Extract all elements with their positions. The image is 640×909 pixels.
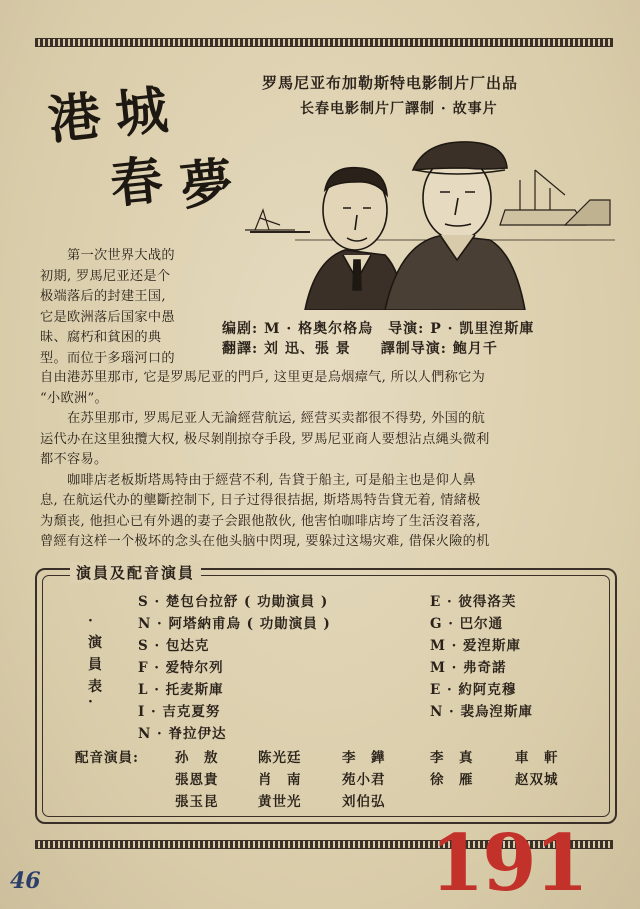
cast-member: N · 阿塔納甫烏 ( 功勛演員 ) [138, 616, 331, 632]
synopsis-line: 型。而位于多瑙河口的 [40, 350, 175, 366]
cast-member: S · 楚包台拉舒 ( 功勛演員 ) [138, 594, 329, 610]
synopsis-line: 极端落后的封建王国, [40, 289, 166, 304]
synopsis-line: 在苏里那市, 罗馬尼亚人无論經营航运, 經营买卖都很不得势, 外国的航 [40, 411, 486, 426]
synopsis-line: 初期, 罗馬尼亚还是个 [40, 268, 171, 284]
folio-number: 46 [10, 868, 41, 894]
stamp-page-number: 191 [430, 818, 587, 909]
synopsis-line: 咖啡店老板斯塔馬特由于經营不利, 告貸于船主, 可是船主也是仰人鼻 [40, 472, 477, 488]
studio-line-1: 罗馬尼亚布加勒斯特电影制片厂出品 [262, 74, 519, 92]
title-char-2: 城 [112, 79, 173, 146]
synopsis-line: 运代办在这里独攬大权, 极尽剝削掠夺手段, 罗馬尼亚商人要想沾点縄头微利 [40, 431, 490, 447]
cast-member: M · 弗奇諾 [430, 660, 507, 676]
cast-member: I · 吉克夏努 [138, 704, 221, 720]
page: 港 城 春 夢 罗馬尼亚布加勒斯特电影制片厂出品 长春电影制片厂譯制 · 故事片 第一次世界大战的 初期, 罗馬尼亚还是个 极端落后的封建王国, 它是欧洲落后国家中愚 昧、腐朽和貧困的典 型。而位于多瑙河口的 编剧: M · 格奥尔格烏 导演: P · 凯里湼斯庫 翻譯: 刘 迅、張 景 譯制导演: 鲍月千 自由港苏里那市, 它是罗馬尼亚的門戶, 这里更是烏烟瘴气, 所以人們称它为 “小欧洲”。 在苏里那市, 罗馬尼亚人无論經营航运, 經营买卖都很不得势, 外国的航 运代办在这里独攬大权, 极尽剝削掠夺手段, 罗馬尼亚商人要想沾点縄头微利 都不容易。 咖啡店老板斯塔馬特由于經营不利, 告貸于船主, 可是船主也是仰人鼻 息, 在航运代办的壟斷控制下, 日子过得很拮据, 斯塔馬特告貸无着, 情緒极 为頹丧, 他担心已有外遇的妻子会跟他散伙, 他害怕咖啡店垮了生活沒着落, 曾經有这样一个极坏的念头在他头脑中閃現, 要躲过这場灾难, 借保火險的机 演員及配音演員 · 演 員 表 · S · 楚包台拉舒 ( 功勛演員 ) N · 阿塔納甫烏 ( 功勛演員 ) S · 包达克 F · 爱特尔列 L · 托麦斯庫 I · 吉克夏努 N · 脊拉伊达 E · 彼得洛芙 G · 巴尔通 M · 爱湼斯庫 M · 弗奇諾 E · 約阿克穆 N · 裴烏湼斯庫 配音演員: 孙 敖 陈光廷 李 鏵 李 真 車 軒 張恩貴 肖 南 苑小君 徐 雁 赵双城 張玉昆 黄世光 刘伯弘 191 46 [0, 0, 640, 909]
synopsis-line: 自由港苏里那市, 它是罗馬尼亚的門戶, 这里更是烏烟瘴气, 所以人們称它为 [40, 370, 486, 385]
cast-member: G · 巴尔通 [430, 616, 504, 632]
synopsis-line: 都不容易。 [40, 452, 108, 467]
poster-illustration [235, 140, 615, 310]
cast-member: N · 裴烏湼斯庫 [430, 704, 533, 720]
synopsis-line: 曾經有这样一个极坏的念头在他头脑中閃現, 要躲过这場灾难, 借保火險的机 [40, 534, 490, 549]
synopsis-line: 息, 在航运代办的壟斷控制下, 日子过得很拮据, 斯塔馬特告貸无着, 情緒极 [40, 493, 481, 508]
credits-line-1: 编剧: M · 格奥尔格烏 导演: P · 凯里湼斯庫 [222, 321, 535, 337]
synopsis-line: “小欧洲”。 [40, 390, 109, 406]
dub-label: 配音演員: [75, 750, 139, 766]
top-border-rule [35, 38, 613, 47]
title-char-4: 夢 [177, 151, 238, 218]
cast-member: M · 爱湼斯庫 [430, 638, 522, 654]
cast-member: F · 爱特尔列 [138, 660, 224, 676]
cast-member: L · 托麦斯庫 [138, 682, 224, 698]
cast-member: N · 脊拉伊达 [138, 726, 227, 742]
credits-line-2: 翻譯: 刘 迅、張 景 譯制导演: 鲍月千 [222, 341, 498, 357]
synopsis-line: 昧、腐朽和貧困的典 [40, 330, 162, 345]
synopsis-line: 它是欧洲落后国家中愚 [40, 309, 175, 325]
synopsis-line: 第一次世界大战的 [40, 248, 175, 263]
title-char-3: 春 [107, 149, 168, 216]
title-char-1: 港 [45, 85, 106, 152]
cast-heading: 演員及配音演員 [70, 562, 201, 583]
cast-member: S · 包达克 [138, 638, 210, 654]
cast-member: E · 彼得洛芙 [430, 594, 517, 610]
studio-line-2: 长春电影制片厂譯制 · 故事片 [300, 101, 498, 117]
cast-member: E · 約阿克穆 [430, 682, 517, 698]
synopsis-full-text [40, 368, 620, 553]
synopsis-line: 为頹丧, 他担心已有外遇的妻子会跟他散伙, 他害怕咖啡店垮了生活沒着落, [40, 513, 481, 529]
synopsis-left-column [40, 246, 175, 369]
